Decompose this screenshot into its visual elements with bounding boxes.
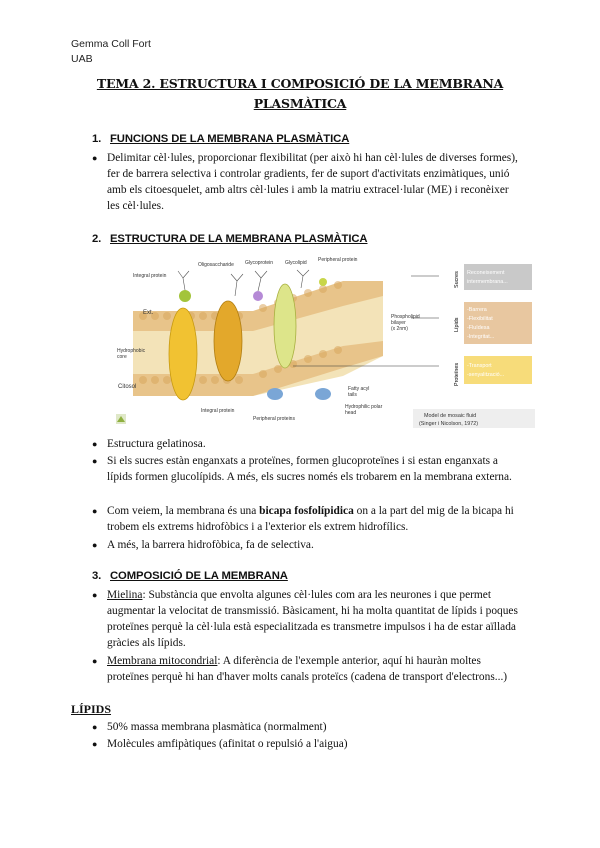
bullet-icon: ● — [92, 456, 98, 466]
box-lipids-line: -Fluïdesa — [467, 325, 490, 331]
label-integral-protein-bottom: Integral protein — [201, 408, 235, 414]
model-caption: Model de mosaic fluid — [424, 413, 477, 419]
list-item: ● Com veiem, la membrana és una bicapa fosfolípidica on a la part del mig de la bicapa hi trobem els extrems hidrofòbics i a l'exterior els extrem hidrofílics. — [92, 505, 514, 533]
side-label-proteines: Proteïnes — [454, 362, 460, 386]
bullet-icon: ● — [92, 506, 98, 516]
box-sucres-line: Reconeixement — [467, 270, 505, 276]
label-glycoprotein: Glycoprotein — [245, 260, 274, 266]
integral-protein-shape — [274, 284, 296, 368]
label-bilayer-width: (x 2nm) — [391, 326, 408, 332]
list-item: ● Delimitar cèl·lules, proporcionar flexibilitat (per això hi han cèl·lules de diverses formes), fer de barrera selectiva i controlar gradients, fer de suport d'activitats enzimàtiques, unió amb els citoesquelet, amb altrs cèl·lules i amb la matriu extracel·lular (ME) i reconèixer les cèl·lules. — [92, 152, 518, 212]
bullet-icon: ● — [92, 722, 98, 732]
lipids-heading: LÍPIDS — [71, 702, 112, 716]
label-oligosaccharide: Oligosaccharide — [198, 262, 234, 268]
peripheral-protein-shape — [267, 388, 283, 400]
term-mielina: Mielina — [107, 589, 143, 601]
bullet-icon: ● — [92, 590, 98, 600]
fluid-mosaic-figure — [113, 256, 538, 428]
bullet-icon: ● — [92, 540, 98, 550]
author-name: Gemma Coll Fort — [71, 38, 151, 50]
bullet-icon: ● — [92, 656, 98, 666]
bullet-icon: ● — [92, 439, 98, 449]
label-phospholipid: Phospholipid — [391, 314, 420, 320]
list-item: ● Si els sucres estàn enganxats a proteïnes, formen glucoproteïnes i si estan enganxats a lípids formen glucolípids. A més, els sucres només els trobarem en la membrana externa. — [92, 455, 512, 483]
integral-protein-shape — [169, 308, 197, 400]
peripheral-protein-shape — [315, 388, 331, 400]
list-item: ● Membrana mitocondrial: A diferència de l'exemple anterior, aquí hi hauràn moltes proteïnes perquè hi han d'haver molts canals proteïcs (cadena de transport d'electrons...) — [92, 655, 508, 683]
box-proteines-line: -senyalització... — [467, 372, 505, 378]
label-glycolipid: Glycolipid — [285, 260, 307, 266]
label-ext: Ext. — [143, 310, 154, 316]
list-item: ● Mielina: Substància que envolta algunes cèl·lules com ara les neurones i que permet augmentar la velocitat de transmissió. Bàsicament, hi ha molta quantitat de lípids i poques proteïnes perquè la cèl·lula està especialitzada es transmetre impulsos i ha de estar aïllada gràcies als lípids. — [92, 589, 518, 649]
label-polar: Hydrophilic polar — [345, 404, 383, 410]
side-label-lipids: Lípids — [454, 317, 460, 332]
bullet-icon: ● — [92, 153, 98, 163]
list-item: ● Estructura gelatinosa. — [92, 438, 206, 450]
list-item: ● A més, la barrera hidrofòbica, fa de selectiva. — [92, 539, 314, 551]
label-fatty-acyl: Fatty acyl — [348, 386, 370, 392]
label-integral-protein: Integral protein — [133, 273, 167, 279]
box-lipids-line: -Barrera — [467, 307, 487, 313]
label-peripheral-proteins: Peripheral proteins — [253, 416, 295, 422]
label-tails: tails — [348, 392, 357, 398]
section-2-heading: 2. ESTRUCTURA DE LA MEMBRANA PLASMÀTICA — [92, 233, 368, 245]
label-core: core — [117, 354, 127, 360]
institution: UAB — [71, 53, 93, 65]
side-label-sucres: Sucres — [454, 271, 460, 288]
channel-protein-shape — [214, 301, 242, 381]
label-peripheral-protein: Peripheral protein — [318, 257, 358, 263]
model-citation: (Singer i Nicolson, 1972) — [419, 421, 479, 427]
list-item: ● Molècules amfipàtiques (afinitat o repulsió a l'aigua) — [92, 738, 348, 750]
bullet-icon: ● — [92, 739, 98, 749]
box-sucres-line: intermembrana... — [467, 279, 508, 285]
box-proteines-line: -Transport — [467, 363, 492, 369]
label-citosol: Citosol — [118, 384, 137, 390]
bold-term: bicapa fosfolípidica — [259, 505, 354, 517]
term-membrana-mitocondrial: Membrana mitocondrial — [107, 655, 218, 667]
section-1-heading: 1. FUNCIONS DE LA MEMBRANA PLASMÀTICA — [92, 133, 350, 145]
label-hydrophobic: Hydrophobic — [117, 348, 146, 354]
section-3-heading: 3. COMPOSICIÓ DE LA MEMBRANA — [92, 570, 288, 582]
label-bilayer: bilayer — [391, 320, 406, 326]
box-lipids-line: -Flexibilitat — [467, 316, 493, 322]
list-item: ● 50% massa membrana plasmàtica (normalment) — [92, 721, 327, 733]
page-title: TEMA 2. ESTRUCTURA I COMPOSICIÓ DE LA MEMBRANA PLASMÀTICA — [96, 76, 504, 111]
label-head: head — [345, 410, 357, 416]
box-lipids-line: -Integritat... — [467, 334, 495, 340]
